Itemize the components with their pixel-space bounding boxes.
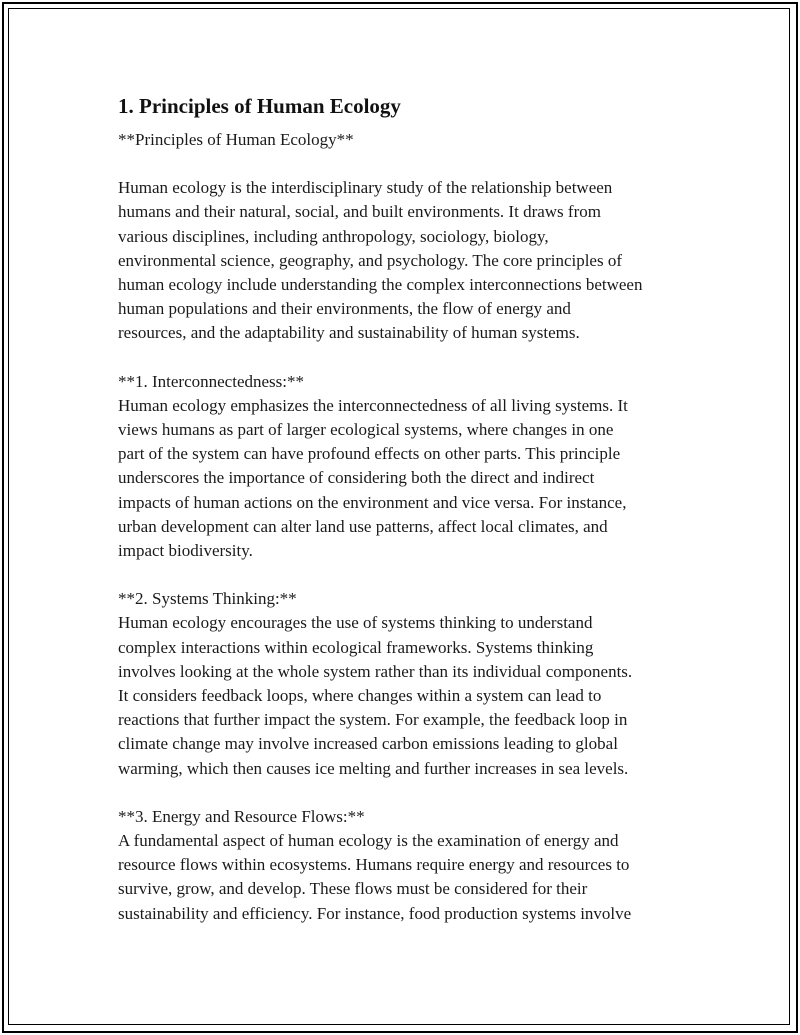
intro-paragraph (118, 176, 698, 345)
section-line: Human ecology encourages the use of systems thinking to understand (118, 613, 593, 633)
section-line: underscores the importance of considering both the direct and indirect (118, 468, 595, 488)
section-line: urban development can alter land use patterns, affect local climates, and (118, 516, 608, 536)
document-title: 1. Principles of Human Ecology (118, 94, 401, 118)
section-line: climate change may involve increased carbon emissions leading to global (118, 734, 618, 754)
section-line: It considers feedback loops, where changes within a system can lead to (118, 686, 602, 706)
section-energy-resource-flows (118, 805, 698, 926)
intro-line: Human ecology is the interdisciplinary study of the relationship between (118, 178, 613, 198)
section-line: sustainability and efficiency. For instance, food production systems involve (118, 903, 632, 923)
section-line: A fundamental aspect of human ecology is the examination of energy and (118, 831, 619, 851)
section-line: reactions that further impact the system. For example, the feedback loop in (118, 710, 628, 730)
intro-line: resources, and the adaptability and sustainability of human systems. (118, 323, 580, 343)
section-line: warming, which then causes ice melting and further increases in sea levels. (118, 758, 629, 778)
intro-line: environmental science, geography, and psychology. The core principles of (118, 250, 623, 270)
section-systems-thinking (118, 587, 698, 781)
section-line: part of the system can have profound effects on other parts. This principle (118, 444, 621, 464)
section-line: impact biodiversity. (118, 541, 253, 561)
section-line: complex interactions within ecological frameworks. Systems thinking (118, 637, 594, 657)
section-heading: **3. Energy and Resource Flows:** (118, 806, 365, 826)
document-body (118, 92, 698, 950)
section-line: survive, grow, and develop. These flows must be considered for their (118, 879, 588, 899)
intro-line: various disciplines, including anthropology, sociology, biology, (118, 226, 549, 246)
document-subtitle: **Principles of Human Ecology** (118, 130, 354, 149)
intro-line: human populations and their environments, the flow of energy and (118, 299, 571, 319)
section-heading: **2. Systems Thinking:** (118, 589, 297, 609)
intro-line: humans and their natural, social, and built environments. It draws from (118, 202, 601, 222)
section-line: views humans as part of larger ecological systems, where changes in one (118, 420, 614, 440)
intro-line: human ecology include understanding the complex interconnections between (118, 275, 643, 295)
section-line: impacts of human actions on the environment and vice versa. For instance, (118, 492, 627, 512)
section-heading: **1. Interconnectedness:** (118, 371, 304, 391)
section-line: resource flows within ecosystems. Humans require energy and resources to (118, 855, 630, 875)
section-line: involves looking at the whole system rather than its individual components. (118, 661, 633, 681)
section-line: Human ecology emphasizes the interconnectedness of all living systems. It (118, 395, 628, 415)
section-interconnectedness (118, 370, 698, 564)
